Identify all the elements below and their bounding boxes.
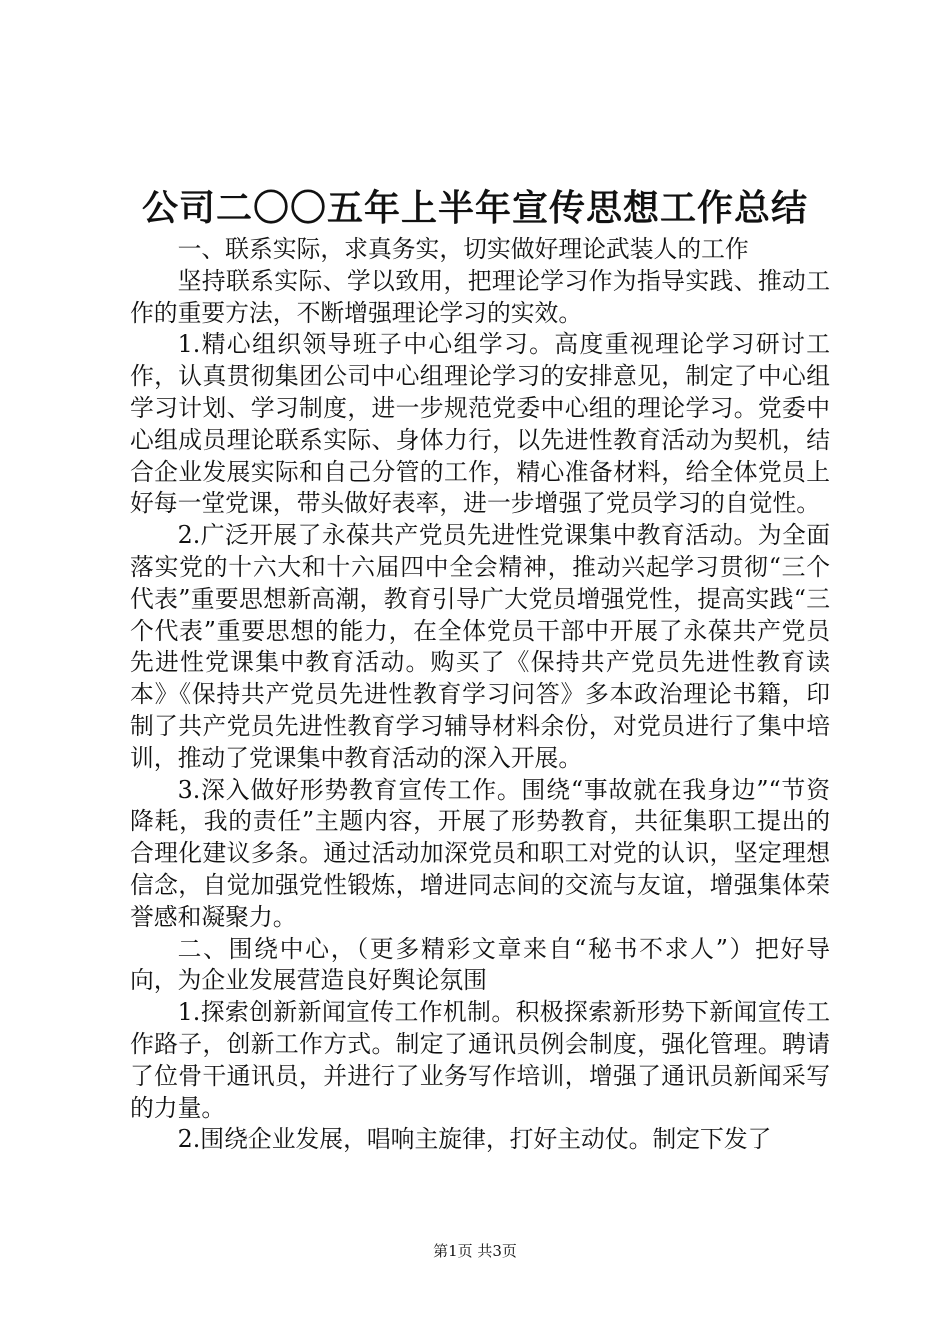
paragraph: 2.围绕企业发展，唱响主旋律，打好主动仗。制定下发了 — [177, 1125, 772, 1154]
document-title: 公司二〇〇五年上半年宣传思想工作总结 — [141, 187, 808, 229]
page-footer: 第1页 共3页 — [433, 1242, 517, 1260]
paragraph: 1.探索创新新闻宣传工作机制。积极探索新形势下新闻宣传工作路子，创新工作方式。制定了通讯员例会制度，强化管理。聘请了位骨干通讯员，并进行了业务写作培训，增强了通讯员新闻采写的力量。 — [130, 998, 830, 1122]
section-heading-2: 二、围绕中心，（更多精彩文章来自“秘书不求人”）把好导向，为企业发展营造良好舆论氛围 — [130, 934, 830, 995]
paragraph: 2.广泛开展了永葆共产党员先进性党课集中教育活动。为全面落实党的十六大和十六届四中全会精神，推动兴起学习贯彻“三个代表”重要思想新高潮，教育引导广大党员增强党性，提高实践“三个代表”重要思想的能力，在全体党员干部中开展了永葆共产党员先进性党课集中教育活动。购买了《保持共产党员先进性教育读本》《保持共产党员先进性教育学习问答》多本政治理论书籍，印制了共产党员先进性教育学习辅导材料余份，对党员进行了集中培训，推动了党课集中教育活动的深入开展。 — [130, 521, 830, 772]
section-heading-1: 一、联系实际，求真务实，切实做好理论武装人的工作 — [177, 235, 749, 263]
paragraph: 1.精心组织领导班子中心组学习。高度重视理论学习研讨工作，认真贯彻集团公司中心组理论学习的安排意见，制定了中心组学习计划、学习制度，进一步规范党委中心组的理论学习。党委中心组成员理论联系实际、身体力行，以先进性教育活动为契机，结合企业发展实际和自己分管的工作，精心准备材料，给全体党员上好每一堂党课，带头做好表率，进一步增强了党员学习的自觉性。 — [130, 330, 830, 518]
document-body — [130, 234, 830, 1156]
paragraph: 3.深入做好形势教育宣传工作。围绕“事故就在我身边”“节资降耗，我的责任”主题内容，开展了形势教育，共征集职工提出的合理化建议多条。通过活动加深党员和职工对党的认识，坚定理想信念，自觉加强党性锻炼，增进同志间的交流与友谊，增强集体荣誉感和凝聚力。 — [130, 775, 830, 931]
paragraph: 坚持联系实际、学以致用，把理论学习作为指导实践、推动工作的重要方法，不断增强理论学习的实效。 — [130, 266, 830, 327]
